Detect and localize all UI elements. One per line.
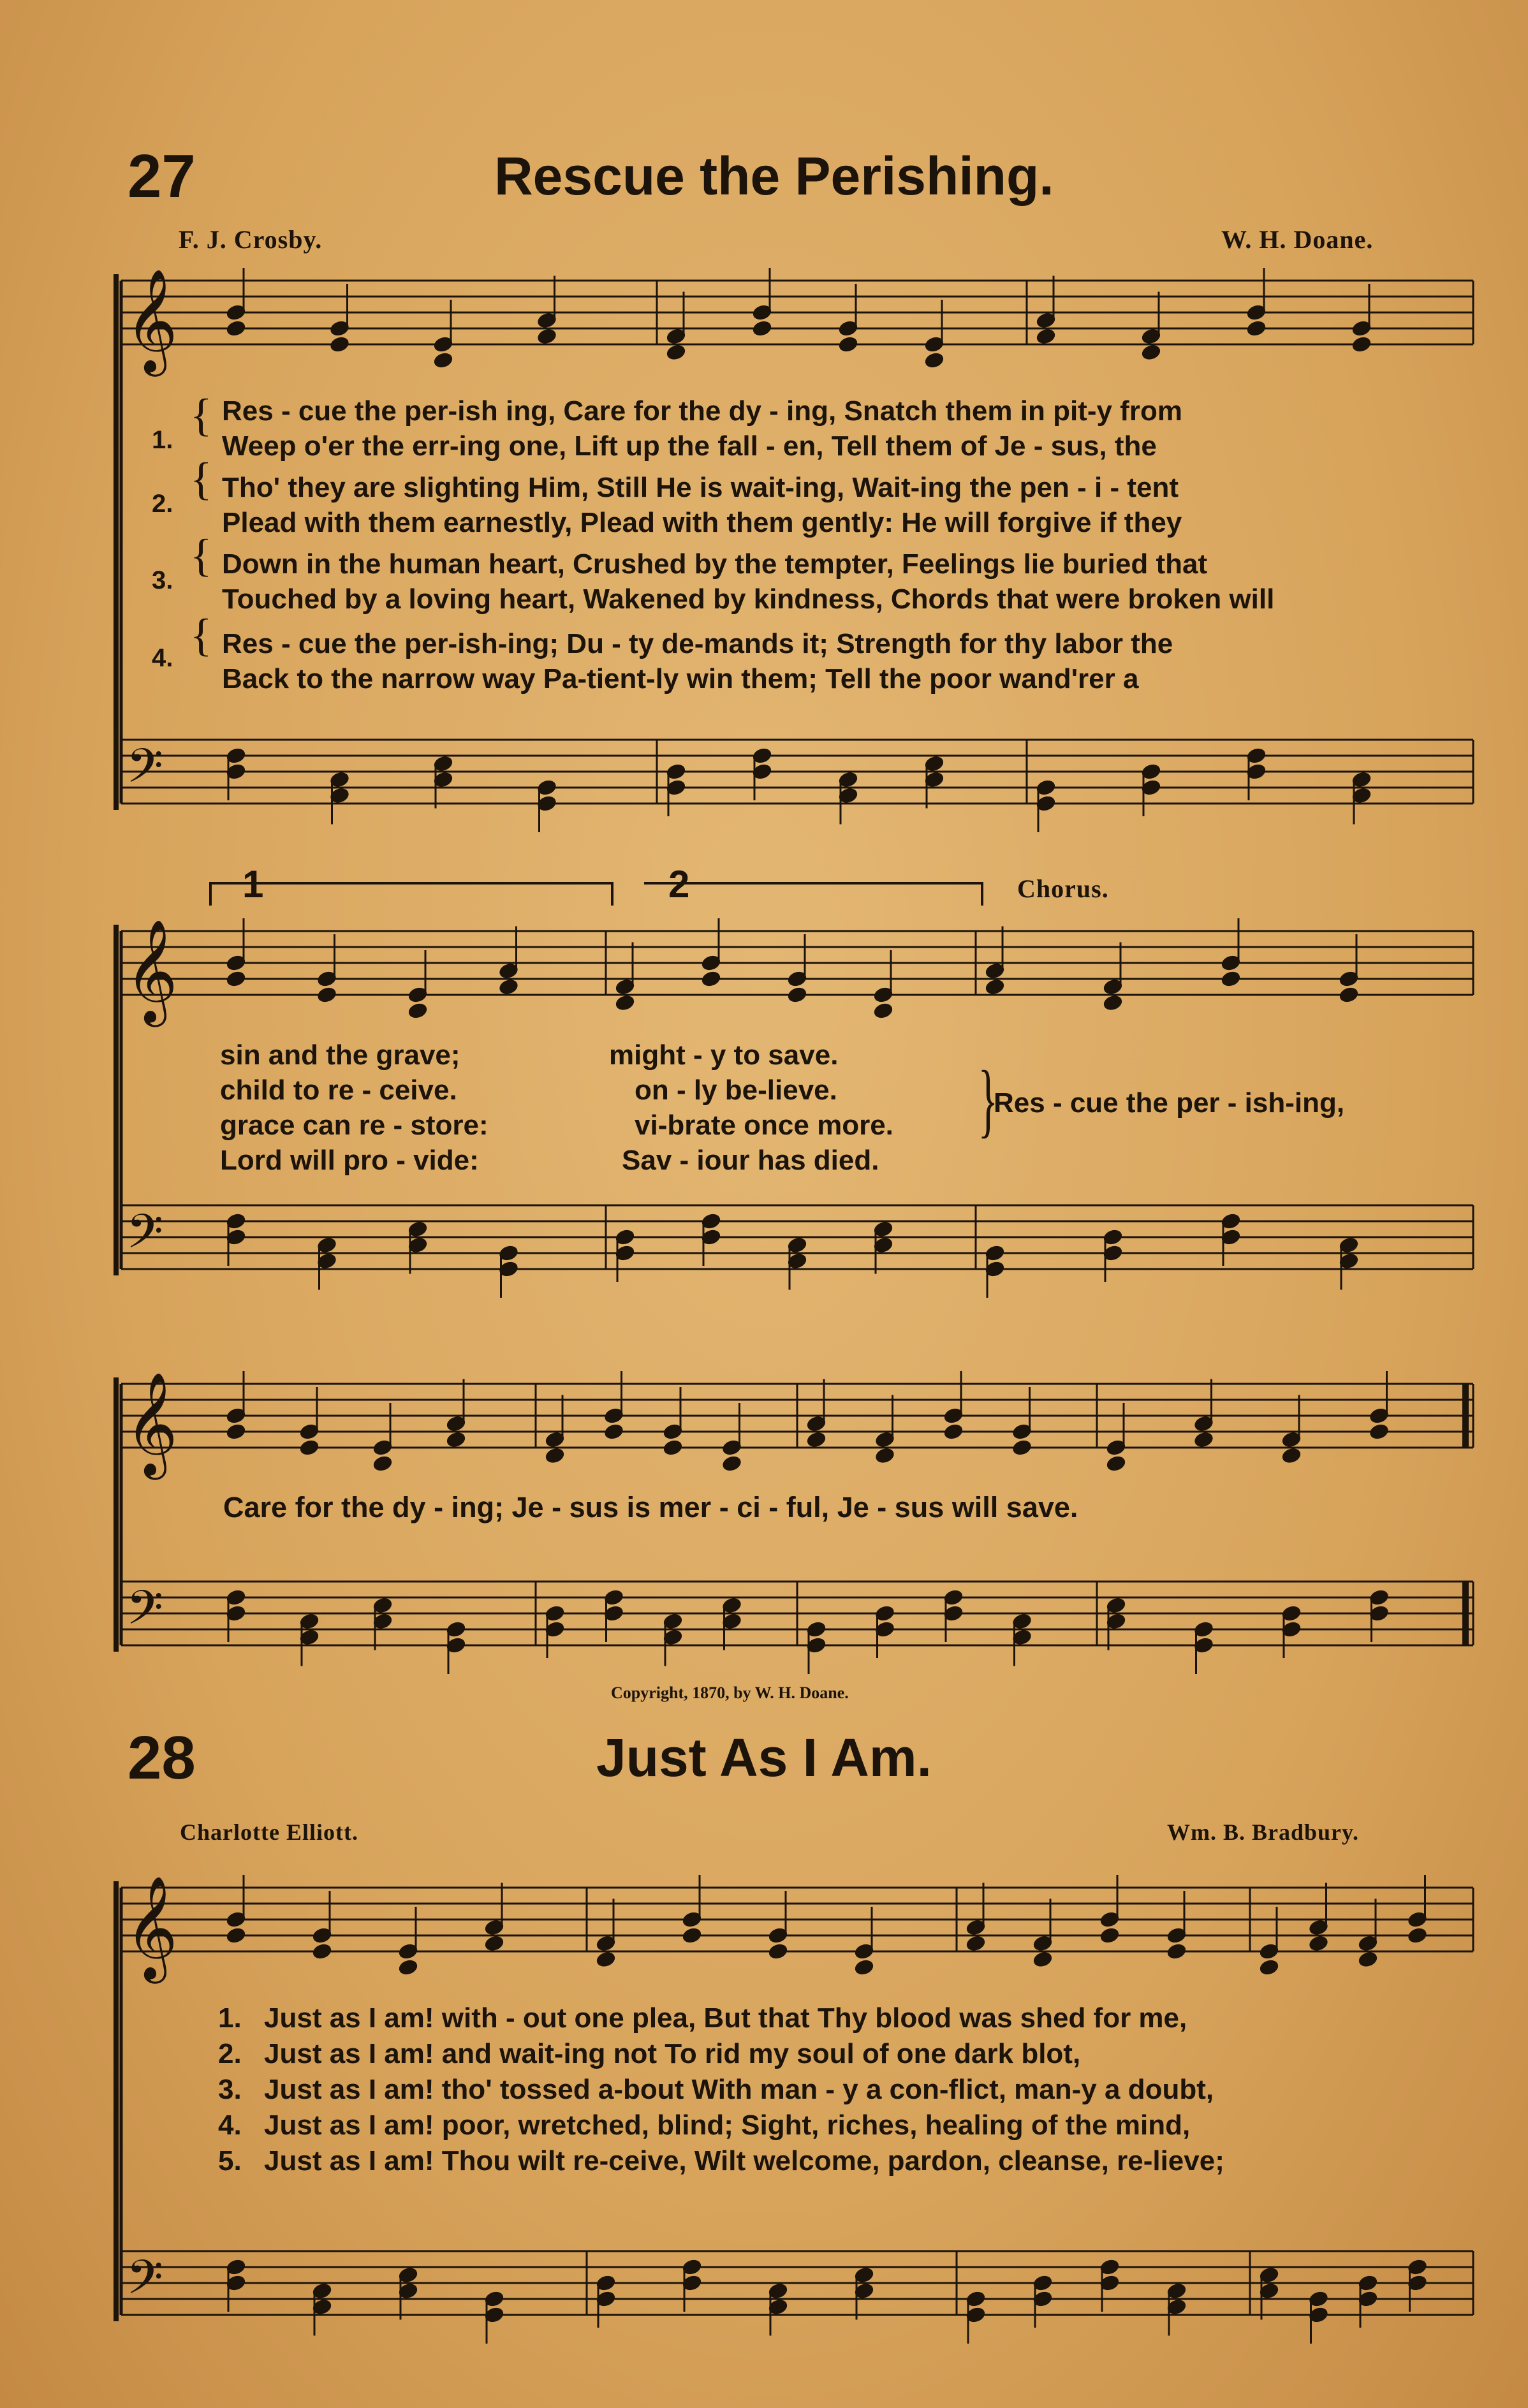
note-head [499, 979, 518, 995]
verse-number: 2. [218, 2038, 242, 2069]
note-head [1142, 344, 1161, 361]
note-head [408, 1002, 428, 1019]
chorus-line-1: Res - cue the per - ish-ing, [994, 1087, 1345, 1119]
verse-text: Just as I am! tho' tossed a-bout With man - y a con-flict, man-y a doubt, [264, 2074, 1214, 2105]
verse-line: Down in the human heart, Crushed by the tempter, Feelings lie buried that [222, 548, 1208, 580]
ending-line: might - y to save. [609, 1039, 839, 1071]
bass-clef-icon: 𝄢 [126, 2250, 163, 2317]
note-head [373, 1455, 393, 1472]
note-head [839, 336, 858, 353]
note-head [604, 1423, 624, 1440]
note-head [226, 971, 246, 987]
note-head [1194, 1432, 1214, 1448]
verse-brace: { [190, 390, 212, 441]
verse-number: 3. [218, 2074, 242, 2105]
note-head [1100, 1927, 1120, 1944]
note-head [1358, 1951, 1378, 1968]
note-head [702, 971, 721, 987]
verse-number: 3. [152, 566, 173, 594]
treble-clef-icon: 𝄞 [125, 1372, 178, 1476]
verse-number: 2. [152, 490, 173, 518]
note-head [1339, 987, 1359, 1003]
verse-brace: { [190, 610, 212, 661]
note-head [1407, 1927, 1427, 1944]
note-head [300, 1439, 320, 1456]
verse-line: Weep o'er the err-ing one, Lift up the fall - en, Tell them of Je - sus, the [222, 430, 1157, 462]
note-head [1260, 1959, 1279, 1976]
note-head [855, 1959, 874, 1976]
note-head [768, 1943, 788, 1960]
note-head [485, 1935, 504, 1952]
note-head [925, 352, 944, 369]
hymn-28-number: 28 [128, 1724, 196, 1792]
bass-clef-icon: 𝄢 [126, 738, 163, 805]
note-head [722, 1455, 742, 1472]
note-head [1369, 1423, 1389, 1440]
ending-line: vi-brate once more. [635, 1110, 893, 1141]
note-head [1352, 336, 1372, 353]
verse-line: Plead with them earnestly, Plead with them gently: He will forgive if they [222, 507, 1182, 538]
verse-brace: { [190, 453, 212, 504]
ending-2-bracket [644, 883, 982, 906]
ending-1-label: 1 [242, 863, 264, 906]
note-head [434, 352, 453, 369]
note-head [226, 1927, 246, 1944]
chorus-line-2: Care for the dy - ing; Je - sus is mer - ci - ful, Je - sus will save. [223, 1491, 1078, 1523]
verse-number: 5. [218, 2145, 242, 2177]
note-head [226, 1423, 246, 1440]
hymn-27-composer: W. H. Doane. [1221, 225, 1374, 254]
note-head [1309, 1935, 1328, 1952]
note-head [226, 320, 246, 337]
note-head [312, 1943, 332, 1960]
note-head [1247, 320, 1267, 337]
hymn-27-number: 27 [128, 142, 196, 210]
note-head [545, 1448, 565, 1464]
verse-line: Back to the narrow way Pa-tient-ly win them; Tell the poor wand'rer a [222, 663, 1139, 694]
note-head [446, 1432, 466, 1448]
verse-number: 4. [218, 2110, 242, 2141]
note-head [330, 336, 349, 353]
note-head [399, 1959, 418, 1976]
note-head [966, 1935, 986, 1952]
treble-clef-icon: 𝄞 [125, 919, 178, 1023]
note-head [1221, 971, 1241, 987]
note-head [1033, 1951, 1053, 1968]
verse-number: 4. [152, 644, 173, 672]
verse-brace: { [190, 530, 212, 581]
chorus-label: Chorus. [1017, 874, 1109, 903]
bass-clef-icon: 𝄢 [126, 1204, 163, 1271]
note-head [753, 320, 772, 337]
note-head [874, 1002, 893, 1019]
verse-number: 1. [152, 426, 173, 454]
note-head [944, 1423, 964, 1440]
hymn-27-author: F. J. Crosby. [179, 225, 323, 254]
note-head [1167, 1943, 1187, 1960]
note-head [788, 987, 807, 1003]
ending-line: grace can re - store: [220, 1110, 489, 1141]
verse-text: Just as I am! with - out one plea, But that Thy blood was shed for me, [264, 2002, 1187, 2034]
hymn-28-composer: Wm. B. Bradbury. [1167, 1819, 1360, 1845]
note-head [663, 1439, 683, 1456]
copyright-notice: Copyright, 1870, by W. H. Doane. [611, 1684, 849, 1702]
ending-2-label: 2 [668, 863, 690, 906]
note-head [317, 987, 337, 1003]
note-head [666, 344, 686, 361]
verse-text: Just as I am! and wait-ing not To rid my soul of one dark blot, [264, 2038, 1081, 2069]
note-head [1282, 1448, 1302, 1464]
verse-line: Touched by a loving heart, Wakened by kindness, Chords that were broken will [222, 584, 1275, 615]
note-head [875, 1448, 895, 1464]
ending-1-bracket [210, 883, 612, 906]
hymn-27-title: Rescue the Perishing. [494, 146, 1054, 206]
note-head [596, 1951, 616, 1968]
note-head [985, 979, 1005, 995]
ending-line: on - ly be-lieve. [635, 1075, 837, 1106]
chorus-brace: } [978, 1054, 998, 1146]
bass-clef-icon: 𝄢 [126, 1580, 163, 1647]
note-head [615, 995, 635, 1011]
verse-line: Tho' they are slighting Him, Still He is wait-ing, Wait-ing the pen - i - tent [222, 472, 1179, 503]
note-head [537, 328, 557, 345]
verse-number: 1. [218, 2002, 242, 2034]
note-head [1106, 1455, 1126, 1472]
note-head [1012, 1439, 1032, 1456]
verse-text: Just as I am! poor, wretched, blind; Sight, riches, healing of the mind, [264, 2110, 1191, 2141]
verse-line: Res - cue the per-ish ing, Care for the dy - ing, Snatch them in pit-y from [222, 395, 1182, 427]
ending-line: sin and the grave; [220, 1039, 460, 1071]
hymn-28-author: Charlotte Elliott. [180, 1819, 358, 1845]
note-head [1103, 995, 1123, 1011]
ending-line: Lord will pro - vide: [220, 1145, 479, 1176]
note-head [682, 1927, 702, 1944]
ending-line: Sav - iour has died. [622, 1145, 879, 1176]
note-head [1036, 328, 1056, 345]
ending-line: child to re - ceive. [220, 1075, 457, 1106]
hymn-28-title: Just As I Am. [596, 1728, 932, 1788]
verse-text: Just as I am! Thou wilt re-ceive, Wilt welcome, pardon, cleanse, re-lieve; [264, 2145, 1224, 2177]
verse-line: Res - cue the per-ish-ing; Du - ty de-mands it; Strength for thy labor the [222, 628, 1173, 659]
treble-clef-icon: 𝄞 [125, 268, 178, 372]
treble-clef-icon: 𝄞 [125, 1876, 178, 1979]
note-head [807, 1432, 826, 1448]
